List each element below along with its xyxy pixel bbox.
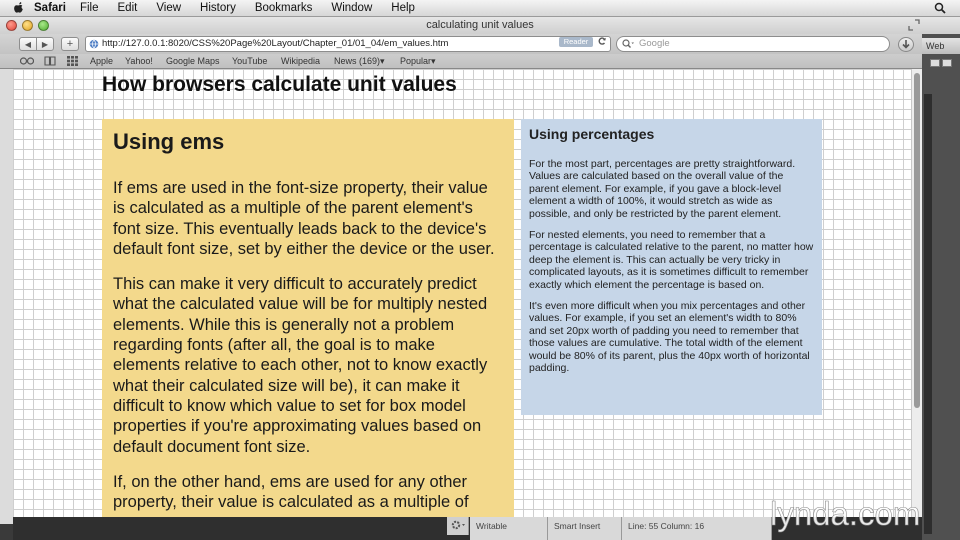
bookmark-youtube[interactable]: YouTube (232, 56, 268, 66)
menu-file[interactable]: File (79, 2, 99, 14)
status-insert-mode: Smart Insert (548, 517, 622, 540)
download-arrow-icon (898, 37, 914, 52)
ems-paragraph-3: If, on the other hand, ems are used for any other property, their value is calculated as a multiple of (113, 472, 469, 512)
close-window-icon[interactable] (6, 20, 17, 31)
window-title: calculating unit values (426, 19, 534, 31)
zoom-window-icon[interactable] (38, 20, 49, 31)
browser-toolbar (0, 34, 960, 54)
bookmark-google-maps[interactable]: Google Maps (166, 56, 220, 66)
vertical-scrollbar[interactable] (911, 69, 922, 524)
lynda-watermark-text: lynda.com (770, 497, 921, 532)
bookmark-popular[interactable]: Popular▾ (400, 56, 436, 66)
window-titlebar (0, 17, 960, 34)
menu-help[interactable]: Help (391, 2, 415, 14)
page-viewport (13, 69, 911, 524)
ems-paragraph-2: This can make it very difficult to accurately predict what the calculated value will be for multiply nested elements. While this is generally not a problem regarding fonts (after all, the goal is to make elements relative to each other, not to know exactly what their calculated size will be), it can make it difficult to know which value to set for box model properties if you're approximating values based on default document font size. (113, 275, 488, 456)
search-placeholder: Google (639, 38, 670, 49)
bookmark-wikipedia[interactable]: Wikipedia (281, 56, 321, 66)
ems-paragraph-1: If ems are used in the font-size property, their value is calculated as a multiple of the parent element's font size. This eventually leads back to the device's default font size, set by either the device or the user. (113, 179, 495, 258)
menu-bookmarks[interactable]: Bookmarks (254, 2, 313, 14)
scrollbar-thumb[interactable] (914, 73, 920, 408)
menu-window[interactable]: Window (331, 2, 373, 14)
reload-icon[interactable] (597, 36, 607, 46)
globe-icon (89, 39, 99, 49)
status-cursor-position: Line: 55 Column: 16 (622, 517, 772, 540)
url-text: http://127.0.0.1:8020/CSS%20Page%20Layout/Chapter_01/01_04/em_values.htm (102, 38, 449, 49)
menu-app-name[interactable]: Safari (34, 2, 66, 14)
percentages-paragraph-2: For nested elements, you need to remember that a percentage is calculated relative to the parent, no matter how deep the element is. This can actually be very tricky in complicated layouts, as it is sometimes difficult to remember exactly which element the percentage is based on. (529, 229, 814, 291)
add-bookmark-button[interactable] (61, 37, 79, 51)
forward-arrow-icon: ▶ (41, 39, 49, 49)
menu-edit[interactable]: Edit (117, 2, 138, 14)
back-button[interactable] (19, 37, 37, 51)
menu-bar (0, 0, 960, 17)
percentages-paragraph-1: For the most part, percentages are pretty straightforward. Values are calculated based on the overall value of the parent element. For example, if you gave a block-level element a width of 100%, it would stretch as wide as possible, and only be restricted by the parent element. (529, 158, 796, 220)
spotlight-icon[interactable] (934, 2, 946, 14)
back-arrow-icon: ◀ (24, 39, 32, 49)
bookmark-yahoo[interactable]: Yahoo! (125, 56, 153, 66)
panel-buttons (930, 59, 952, 67)
bookmark-apple[interactable]: Apple (90, 56, 114, 66)
panel-strip (924, 94, 932, 534)
search-icon (622, 39, 634, 49)
gear-icon[interactable] (447, 517, 469, 535)
forward-button[interactable] (36, 37, 54, 51)
fullscreen-icon[interactable] (908, 19, 920, 31)
bookmarks-book-icon[interactable] (44, 56, 56, 66)
page-heading: How browsers calculate unit values (102, 73, 457, 96)
lynda-watermark-logo (770, 497, 950, 537)
top-sites-grid-icon[interactable] (67, 56, 78, 66)
status-writable: Writable (470, 517, 548, 540)
bookmark-news[interactable]: News (169)▾ (334, 56, 385, 66)
percentages-paragraph-3: It's even more difficult when you mix percentages and other values. For example, if you set an element's width to 80% and set 20px worth of padding you need to remember that those values are cumulative. The total width of the element would be 80% of its parent, plus the 40px worth of horizontal padding. (529, 300, 810, 375)
percentages-section (521, 119, 822, 415)
left-edge-panel (0, 69, 13, 524)
plus-icon: + (66, 38, 74, 50)
panel-maximize-icon[interactable] (942, 59, 952, 67)
panel-minimize-icon[interactable] (930, 59, 940, 67)
menu-view[interactable]: View (156, 2, 182, 14)
apple-menu-icon[interactable] (12, 1, 26, 15)
minimize-window-icon[interactable] (22, 20, 33, 31)
reader-button[interactable]: Reader (559, 37, 593, 47)
bookmarks-bar (0, 54, 960, 69)
gear-glyph-icon (447, 517, 469, 535)
ems-title: Using ems (113, 129, 225, 154)
search-input[interactable] (616, 36, 890, 52)
menu-history[interactable]: History (200, 2, 236, 14)
percentages-title: Using percentages (529, 126, 655, 142)
address-bar[interactable] (85, 36, 611, 52)
downloads-button[interactable] (898, 37, 914, 52)
side-panel (922, 34, 960, 540)
reading-list-icon[interactable] (20, 56, 34, 66)
web-tab[interactable]: Web (922, 38, 960, 54)
ems-section (102, 119, 514, 524)
